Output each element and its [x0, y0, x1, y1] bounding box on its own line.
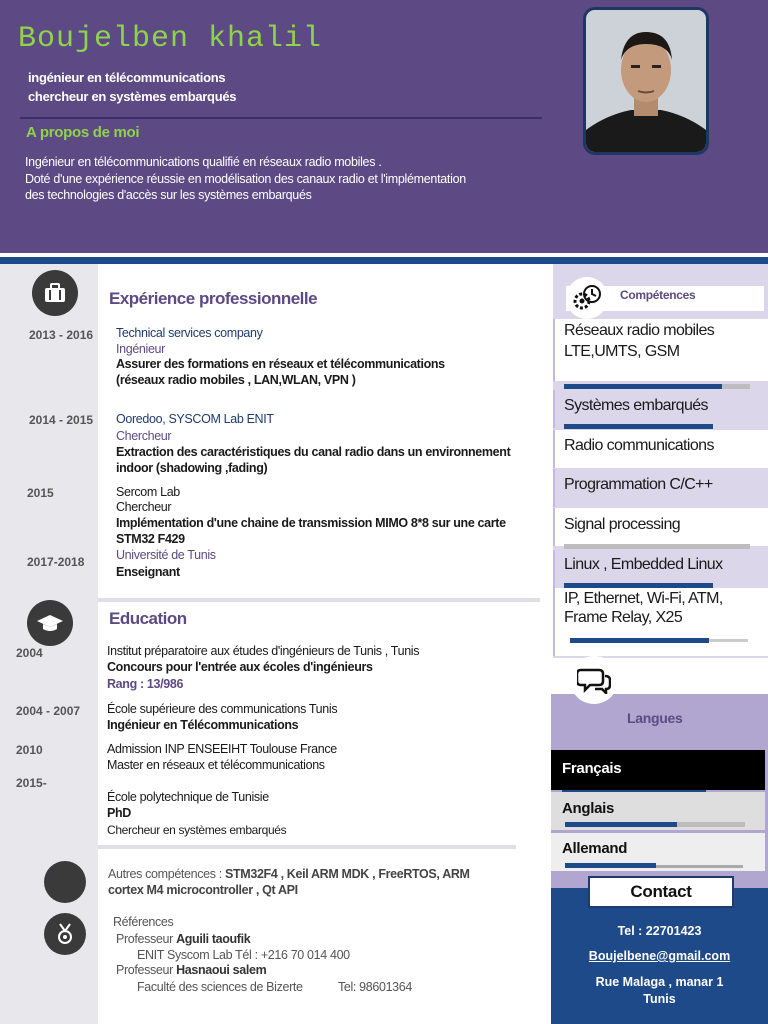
language-name: Français	[562, 760, 622, 777]
education-school: École polytechnique de Tunisie	[107, 790, 269, 804]
contact-address-line-2: Tunis	[643, 992, 676, 1006]
subtitle-researcher: chercheur en systèmes embarqués	[28, 89, 237, 104]
skills-dot-icon	[44, 861, 86, 903]
reference-1-name: Aguili taoufik	[176, 932, 251, 946]
experience-desc: Extraction des caractéristiques du canal radio dans un environnement	[116, 445, 511, 459]
experience-years: 2017-2018	[27, 555, 85, 569]
language-name: Anglais	[562, 800, 615, 817]
education-detail: Concours pour l'entrée aux écoles d'ingénieurs	[107, 660, 373, 674]
skill-bar-fill	[564, 384, 722, 389]
graduation-cap-icon	[27, 600, 73, 646]
experience-desc: Assurer des formations en réseaux et télécommunications	[116, 357, 445, 371]
education-detail: Chercheur en systèmes embarqués	[107, 823, 287, 837]
education-school: Admission INP ENSEEIHT Toulouse France	[107, 742, 337, 756]
experience-company: Université de Tunis	[116, 548, 216, 562]
skill-name: Linux , Embedded Linux	[564, 556, 723, 573]
contact-phone: Tel : 22701423	[617, 924, 702, 938]
reference-2-phone: Tel: 98601364	[338, 980, 412, 994]
experience-desc: (réseaux radio mobiles , LAN,WLAN, VPN )	[116, 373, 356, 387]
skill-name-line-2: Frame Relay, X25	[564, 609, 683, 626]
skill-name: Programmation C/C++	[564, 476, 713, 493]
experience-desc: STM32 F429	[116, 532, 185, 546]
reference-1	[116, 932, 250, 946]
experience-years: 2015	[27, 486, 54, 500]
profile-photo-placeholder	[586, 10, 706, 152]
skill-name: Radio communications	[564, 437, 714, 454]
contact-title: Contact	[588, 876, 734, 908]
skill-name: Signal processing	[564, 516, 681, 533]
education-detail: Master en réseaux et télécommunications	[107, 758, 325, 772]
experience-role: Chercheur	[116, 500, 172, 514]
education-school: École supérieure des communications Tunis	[107, 702, 338, 716]
education-rank: Rang : 13/986	[107, 677, 184, 691]
experience-role: Chercheur	[116, 429, 172, 443]
reference-2	[116, 963, 266, 977]
language-bar-fill	[565, 863, 656, 868]
education-years: 2004	[16, 646, 43, 660]
other-skills-label: Autres compétences :	[108, 867, 226, 881]
contact-email-link[interactable]: Boujelbene@gmail.com	[588, 949, 731, 963]
experience-company: Ooredoo, SYSCOM Lab ENIT	[116, 412, 274, 426]
experience-desc: Implémentation d'une chaine de transmission MIMO 8*8 sur une carte	[116, 516, 506, 530]
contact-address-line-1: Rue Malaga , manar 1	[595, 975, 724, 989]
header-divider-blue	[0, 257, 768, 264]
about-line-2: Doté d'une expérience réussie en modélisation des canaux radio et l'implémentation	[25, 172, 466, 186]
language-name: Allemand	[562, 840, 628, 857]
medal-icon	[44, 913, 86, 955]
about-line-3: des technologies d'accès sur les systèmes embarqués	[25, 188, 312, 202]
experience-company: Sercom Lab	[116, 485, 180, 499]
chat-bubbles-icon	[570, 656, 618, 704]
skill-bar-fill	[570, 638, 709, 643]
experience-years: 2014 - 2015	[29, 413, 94, 427]
reference-1-prefix: Professeur	[116, 932, 177, 946]
experience-desc: indoor (shadowing ,fading)	[116, 461, 268, 475]
experience-company: Technical services company	[116, 326, 263, 340]
education-detail: Ingénieur en Télécommunications	[107, 718, 299, 732]
skill-bar-track	[564, 544, 750, 549]
education-degree: PhD	[107, 806, 131, 820]
reference-2-prefix: Professeur	[116, 963, 177, 977]
briefcase-icon	[32, 270, 78, 316]
education-title: Education	[109, 609, 187, 628]
section-separator	[98, 845, 516, 849]
education-school: Institut préparatoire aux études d'ingénieurs de Tunis , Tunis	[107, 644, 420, 658]
section-separator	[98, 598, 540, 602]
reference-2-name: Hasnaoui salem	[176, 963, 267, 977]
about-line-1: Ingénieur en télécommunications qualifié en réseaux radio mobiles .	[25, 155, 382, 169]
profile-photo	[583, 7, 709, 155]
skill-name: IP, Ethernet, Wi-Fi, ATM,	[564, 590, 723, 607]
education-years: 2015-	[16, 776, 47, 790]
header-rule	[20, 117, 542, 119]
references-title: Références	[113, 915, 174, 929]
subtitle-engineer: ingénieur en télécommunications	[28, 70, 226, 85]
education-years: 2004 - 2007	[16, 704, 81, 718]
skill-name-line-2: LTE,UMTS, GSM	[564, 343, 680, 360]
person-name: Boujelben khalil	[18, 22, 323, 56]
skill-name: Réseaux radio mobiles	[564, 322, 715, 339]
language-bar-fill	[565, 822, 677, 827]
skill-name: Systèmes embarqués	[564, 397, 708, 414]
experience-role: Enseignant	[116, 565, 180, 579]
other-skills-line-2: cortex M4 microcontroller , Qt API	[108, 883, 298, 897]
skill-bar-fill	[564, 424, 713, 429]
experience-role: Ingénieur	[116, 342, 165, 356]
education-years: 2010	[16, 743, 43, 757]
other-skills-line-1	[108, 867, 470, 881]
languages-title: Langues	[627, 710, 683, 726]
experience-title: Expérience professionnelle	[109, 289, 318, 308]
reference-1-detail: ENIT Syscom Lab Tél : +216 70 014 400	[137, 948, 350, 962]
reference-2-faculty: Faculté des sciences de Bizerte	[137, 980, 303, 994]
skills-title: Compétences	[620, 288, 696, 302]
experience-years: 2013 - 2016	[29, 328, 94, 342]
other-skills-value: STM32F4 , Keil ARM MDK , FreeRTOS, ARM	[225, 867, 470, 881]
about-title: A propos de moi	[26, 124, 140, 141]
gear-clock-icon	[566, 277, 608, 319]
